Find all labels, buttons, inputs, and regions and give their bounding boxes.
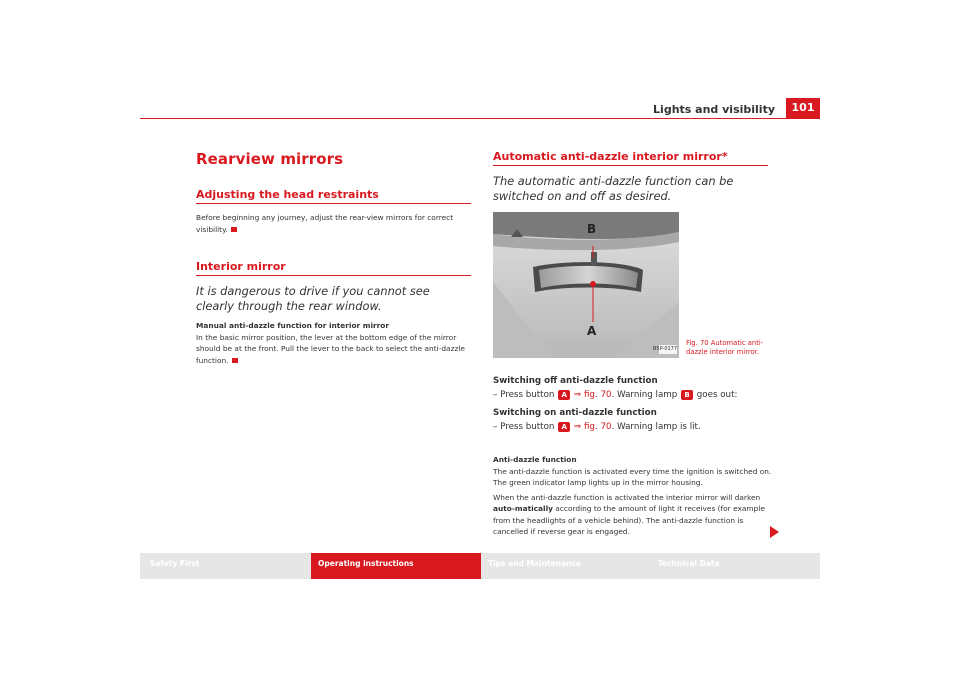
section-body-head-restraints — [196, 212, 471, 235]
subheading-manual-anti-dazzle: Manual anti-dazzle function for interior mirror — [196, 321, 390, 330]
step-text: . Warning lamp — [611, 390, 678, 400]
right-column — [493, 150, 768, 210]
step-heading-on: Switching on anti-dazzle function — [493, 408, 657, 418]
body-text: In the basic mirror position, the lever at the bottom edge of the mirror should be at the front. Pull the lever to the back to select the anti-dazzle function. — [196, 332, 465, 365]
intro-text-auto-anti-dazzle: The automatic anti-dazzle function can be switched on and off as desired. — [493, 174, 734, 203]
step-text: goes out: — [696, 390, 738, 400]
callout-label-a: A — [587, 324, 597, 338]
header-rule — [140, 118, 820, 119]
chapter-heading: Rearview mirrors — [196, 150, 344, 168]
body-text: according to the amount of light it receives (for example from the headlights of a vehicle behind). The anti-dazzle function is cancelled if reverse gear is engaged. — [493, 504, 765, 536]
figure-code: B5P-0177 — [653, 346, 678, 352]
step-text: . Warning lamp is lit. — [611, 422, 701, 432]
page-number: 101 — [786, 98, 820, 118]
running-header-title: Lights and visibility — [653, 103, 775, 116]
footer-tab-tips-maintenance[interactable]: Tips and Maintenance — [488, 559, 581, 568]
mirror-illustration — [493, 212, 679, 358]
steps-block — [493, 376, 768, 432]
body-text-manual-anti-dazzle — [196, 332, 471, 367]
step-text: – Press button — [493, 390, 555, 400]
button-a-key: A — [558, 390, 570, 400]
end-of-section-mark — [231, 227, 237, 232]
intro-text-interior-mirror: It is dangerous to drive if you cannot see clearly through the rear window. — [196, 284, 430, 313]
body-text-function-2 — [493, 492, 775, 538]
footer-tab-safety-first[interactable]: Safety First — [150, 559, 200, 568]
continue-arrow-icon — [770, 526, 779, 538]
section-heading-auto-anti-dazzle: Automatic anti-dazzle interior mirror* — [493, 150, 768, 166]
left-column — [196, 150, 471, 366]
step-text: – Press button — [493, 422, 555, 432]
body-text-bold: auto-matically — [493, 504, 553, 513]
section-heading-head-restraints: Adjusting the head restraints — [196, 188, 471, 204]
footer-tab-technical-data[interactable]: Technical Data — [658, 559, 720, 568]
figure-mirror-image — [493, 212, 679, 358]
lamp-b-key: B — [681, 390, 693, 400]
anti-dazzle-function-block — [493, 454, 775, 538]
footer-tab-operating-instructions[interactable]: Operating instructions — [318, 559, 414, 568]
figure-reference-link[interactable]: ⇒ fig. 70 — [573, 422, 612, 432]
step-heading-off: Switching off anti-dazzle function — [493, 376, 658, 386]
figure-caption: Fig. 70 Automatic anti-dazzle interior mirror. — [686, 339, 764, 356]
callout-label-b: B — [587, 222, 597, 236]
step-on — [493, 422, 768, 432]
step-off — [493, 390, 768, 400]
body-text-function-1: The anti-dazzle function is activated every time the ignition is switched on. The green indicator lamp lights up in the mirror housing. — [493, 466, 772, 487]
body-text: Before beginning any journey, adjust the rear-view mirrors for correct visibility. — [196, 213, 454, 234]
subheading-anti-dazzle-function: Anti-dazzle function — [493, 455, 577, 464]
body-text: When the anti-dazzle function is activated the interior mirror will darken — [493, 492, 761, 502]
button-a-key: A — [558, 422, 570, 432]
figure-reference-link[interactable]: ⇒ fig. 70 — [573, 390, 612, 400]
end-of-section-mark — [232, 358, 238, 363]
section-heading-interior-mirror: Interior mirror — [196, 260, 471, 276]
